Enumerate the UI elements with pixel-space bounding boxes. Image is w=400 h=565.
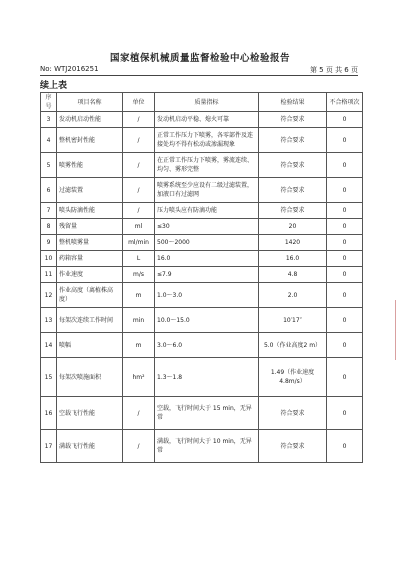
cell-item: 每架次连续工作时间 bbox=[57, 308, 123, 333]
cell-spec: ≤7.9 bbox=[155, 267, 259, 283]
report-subheader bbox=[40, 64, 358, 76]
cell-unit: L bbox=[123, 251, 155, 267]
cell-unit: ml bbox=[123, 219, 155, 235]
cell-item: 喷头防滴性能 bbox=[57, 203, 123, 219]
cell-no: 7 bbox=[41, 203, 57, 219]
header-result: 检验结果 bbox=[259, 93, 327, 112]
table-header-row bbox=[41, 93, 363, 112]
cell-item: 整机喷雾量 bbox=[57, 235, 123, 251]
table-row bbox=[41, 283, 363, 308]
cell-item: 发动机启动性能 bbox=[57, 112, 123, 128]
cell-spec: 16.0 bbox=[155, 251, 259, 267]
cell-spec: 空载，飞行时间大于 15 min，无异常 bbox=[155, 397, 259, 430]
cell-fail: 0 bbox=[327, 397, 363, 430]
cell-spec: ≤30 bbox=[155, 219, 259, 235]
cell-item: 药箱容量 bbox=[57, 251, 123, 267]
cell-result: 符合要求 bbox=[259, 430, 327, 463]
cell-fail: 0 bbox=[327, 178, 363, 203]
cell-fail: 0 bbox=[327, 153, 363, 178]
table-row bbox=[41, 358, 363, 397]
cell-result: 16.0 bbox=[259, 251, 327, 267]
header-unit: 单位 bbox=[123, 93, 155, 112]
cell-spec: 10.0～15.0 bbox=[155, 308, 259, 333]
cell-result: 10′17″ bbox=[259, 308, 327, 333]
cell-result: 20 bbox=[259, 219, 327, 235]
cell-item: 喷雾性能 bbox=[57, 153, 123, 178]
table-row bbox=[41, 203, 363, 219]
cell-fail: 0 bbox=[327, 235, 363, 251]
cell-fail: 0 bbox=[327, 112, 363, 128]
cell-result: 2.0 bbox=[259, 283, 327, 308]
cell-fail: 0 bbox=[327, 128, 363, 153]
cell-no: 6 bbox=[41, 178, 57, 203]
cell-item: 每架次喷施面积 bbox=[57, 358, 123, 397]
cell-spec: 发动机启动平稳、熄火可靠 bbox=[155, 112, 259, 128]
cell-unit: / bbox=[123, 153, 155, 178]
cell-fail: 0 bbox=[327, 251, 363, 267]
cell-spec: 3.0～6.0 bbox=[155, 333, 259, 358]
cell-no: 15 bbox=[41, 358, 57, 397]
cell-no: 4 bbox=[41, 128, 57, 153]
cell-item: 喷幅 bbox=[57, 333, 123, 358]
cell-result: 1420 bbox=[259, 235, 327, 251]
cell-fail: 0 bbox=[327, 308, 363, 333]
table-body bbox=[41, 112, 363, 463]
cell-result: 符合要求 bbox=[259, 153, 327, 178]
cell-unit: m bbox=[123, 283, 155, 308]
cell-result: 符合要求 bbox=[259, 203, 327, 219]
cell-no: 14 bbox=[41, 333, 57, 358]
cell-result: 符合要求 bbox=[259, 128, 327, 153]
cell-no: 10 bbox=[41, 251, 57, 267]
cell-item: 整机密封性能 bbox=[57, 128, 123, 153]
table-row bbox=[41, 235, 363, 251]
cell-no: 11 bbox=[41, 267, 57, 283]
table-row bbox=[41, 178, 363, 203]
header-fail: 不合格项次 bbox=[327, 93, 363, 112]
cell-result: 1.49（作业速度4.8m/s） bbox=[259, 358, 327, 397]
header-item: 项目名称 bbox=[57, 93, 123, 112]
cell-result: 符合要求 bbox=[259, 112, 327, 128]
cell-result: 5.0（作业高度2 m） bbox=[259, 333, 327, 358]
cell-unit: / bbox=[123, 203, 155, 219]
cell-no: 8 bbox=[41, 219, 57, 235]
table-row bbox=[41, 219, 363, 235]
cell-no: 12 bbox=[41, 283, 57, 308]
cell-item: 空载飞行性能 bbox=[57, 397, 123, 430]
cell-spec: 喷雾系统至少应设有二级过滤装置，加液口有过滤网 bbox=[155, 178, 259, 203]
table-row bbox=[41, 112, 363, 128]
cell-unit: / bbox=[123, 112, 155, 128]
cell-result: 符合要求 bbox=[259, 397, 327, 430]
cell-spec: 正常工作压力下喷雾，各零部件及连接处均不得有松动或渗漏现象 bbox=[155, 128, 259, 153]
cell-fail: 0 bbox=[327, 219, 363, 235]
inspection-table bbox=[40, 92, 363, 463]
header-spec: 质量指标 bbox=[155, 93, 259, 112]
cell-unit: ml/min bbox=[123, 235, 155, 251]
header-no: 序号 bbox=[41, 93, 57, 112]
cell-item: 作业高度（离植株高度） bbox=[57, 283, 123, 308]
cell-no: 13 bbox=[41, 308, 57, 333]
cell-fail: 0 bbox=[327, 283, 363, 308]
cell-unit: hm² bbox=[123, 358, 155, 397]
table-row bbox=[41, 308, 363, 333]
cell-spec: 在正常工作压力下喷雾，雾流连续、均匀、雾形完整 bbox=[155, 153, 259, 178]
cell-unit: m bbox=[123, 333, 155, 358]
cell-fail: 0 bbox=[327, 333, 363, 358]
table-row bbox=[41, 128, 363, 153]
cell-spec: 压力喷头应有防滴功能 bbox=[155, 203, 259, 219]
table-row bbox=[41, 251, 363, 267]
cell-result: 4.8 bbox=[259, 267, 327, 283]
table-row bbox=[41, 430, 363, 463]
report-number: No: WTJ2016251 bbox=[40, 65, 99, 73]
cell-unit: / bbox=[123, 397, 155, 430]
cell-fail: 0 bbox=[327, 267, 363, 283]
cell-unit: m/s bbox=[123, 267, 155, 283]
cell-no: 17 bbox=[41, 430, 57, 463]
cell-fail: 0 bbox=[327, 358, 363, 397]
cell-item: 残留量 bbox=[57, 219, 123, 235]
table-row bbox=[41, 397, 363, 430]
cell-spec: 1.3～1.8 bbox=[155, 358, 259, 397]
table-row bbox=[41, 333, 363, 358]
cell-fail: 0 bbox=[327, 430, 363, 463]
cell-unit: / bbox=[123, 430, 155, 463]
cell-no: 5 bbox=[41, 153, 57, 178]
cell-spec: 1.0～3.0 bbox=[155, 283, 259, 308]
cell-unit: / bbox=[123, 128, 155, 153]
report-title: 国家植保机械质量监督检验中心检验报告 bbox=[109, 53, 290, 64]
cell-spec: 满载，飞行时间大于 10 min，无异常 bbox=[155, 430, 259, 463]
cell-unit: min bbox=[123, 308, 155, 333]
cell-item: 满载飞行性能 bbox=[57, 430, 123, 463]
cell-no: 9 bbox=[41, 235, 57, 251]
cell-no: 3 bbox=[41, 112, 57, 128]
cell-fail: 0 bbox=[327, 203, 363, 219]
page-indicator: 第 5 页 共 6 页 bbox=[309, 66, 358, 74]
table-row bbox=[41, 267, 363, 283]
table-row bbox=[41, 153, 363, 178]
cell-unit: / bbox=[123, 178, 155, 203]
cell-no: 16 bbox=[41, 397, 57, 430]
margin-stamp-mark bbox=[389, 300, 396, 360]
cell-spec: 500～2000 bbox=[155, 235, 259, 251]
continued-label: 续上表 bbox=[40, 81, 68, 91]
cell-item: 作业速度 bbox=[57, 267, 123, 283]
cell-result: 符合要求 bbox=[259, 178, 327, 203]
cell-item: 过滤装置 bbox=[57, 178, 123, 203]
